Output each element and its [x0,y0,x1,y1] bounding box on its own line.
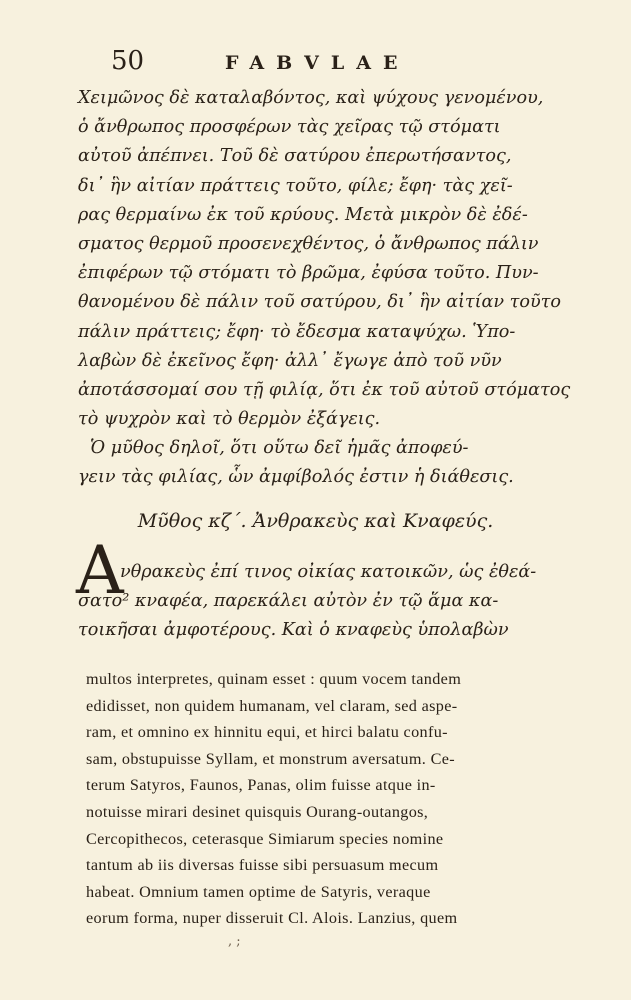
greek-line: πάλιν πράττεις; ἔφη· τὸ ἔδεσμα καταψύχω. Ὑπο- [78,321,516,342]
latin-line: edidisset, non quidem humanam, vel claram, sed aspe- [86,696,458,715]
drop-cap: Α [76,532,124,609]
greek-moral-line: Ὁ μῦθος δηλοῖ, ὅτι οὕτω δεῖ ἡμᾶς ἀποφεύ- [90,438,469,459]
greek-line: δι᾽ ἣν αἰτίαν πράττεις τοῦτο, φίλε; ἔφη· τὰς χεῖ- [78,175,513,196]
latin-line: Cercopithecos, ceterasque Simiarum species nomine [86,829,444,848]
greek-line: σματος θερμοῦ προσενεχθέντος, ὁ ἄνθρωπος πάλιν [78,233,539,254]
fable-opening [120,558,610,587]
greek-line: αὐτοῦ ἀπέπνει. Τοῦ δὲ σατύρου ἐπερωτήσαντος, [78,146,512,167]
greek-line: ἐπιφέρων τῷ στόματι τὸ βρῶμα, ἐφύσα τοῦτο. Πυν- [78,263,539,284]
fable-line: τοικῆσαι ἀμφοτέρους. Καὶ ὁ κναφεὺς ὑπολαβὼν [78,620,509,641]
greek-line: θανομένου δὲ πάλιν τοῦ σατύρου, δι᾽ ἣν αἰτίαν τοῦτο [78,292,562,313]
greek-line: λαβὼν δὲ ἐκεῖνος ἔφη· ἀλλ᾽ ἔγωγε ἀπὸ τοῦ νῦν [78,350,502,371]
latin-line: sam, obstupuisse Syllam, et monstrum aversatum. Ce- [86,749,455,768]
greek-line: ὁ ἄνθρωπος προσφέρων τὰς χεῖρας τῷ στόματι [78,117,501,138]
fable-line: νθρακεὺς ἐπί τινος οἰκίας κατοικῶν, ὡς ἐθεά- [120,562,537,582]
greek-text-block [78,84,598,493]
greek-line: ρας θερμαίνω ἐκ τοῦ κρύους. Μετὰ μικρὸν δὲ ἐδέ- [78,204,528,225]
fable-title: Μῦθος κζ´. Ἀνθρακεὺς καὶ Κναφεύς. [137,510,494,532]
page-number: 50 [111,46,145,76]
latin-line: multos interpretes, quinam esset : quum vocem tandem [86,670,462,688]
running-title: FABVLAE [225,52,410,74]
latin-line: ram, et omnino ex hinnitu equi, et hirci balatu confu- [86,723,448,742]
fable-continuation [78,587,598,645]
running-head [0,46,631,86]
greek-moral-line: γειν τὰς φιλίας, ὧν ἀμφίβολός ἐστιν ἡ διάθεσις. [78,467,514,488]
latin-line: notuisse mirari desinet quisquis Ourang-outangos, [86,802,429,821]
latin-line: terum Satyros, Faunos, Panas, olim fuisse atque in- [86,776,436,795]
latin-line: eorum forma, nuper disseruit Cl. Alois. Lanzius, quem [86,909,458,928]
greek-line: Χειμῶνος δὲ καταλαβόντος, καὶ ψύχους γενομένου, [78,88,544,108]
latin-footnote [86,666,606,932]
signature-mark: , ; [228,934,241,949]
latin-line: habeat. Omnium tamen optime de Satyris, veraque [86,882,431,901]
greek-line: ἀποτάσσομαί σου τῇ φιλίᾳ, ὅτι ἐκ τοῦ αὐτοῦ στόματος [78,379,571,400]
greek-line: τὸ ψυχρὸν καὶ τὸ θερμὸν ἐξάγεις. [78,409,381,430]
latin-line: tantum ab iis diversas fuisse sibi persuasum mecum [86,856,439,875]
fable-line: σατο² κναφέα, παρεκάλει αὐτὸν ἐν τῷ ἅμα κα- [78,591,499,611]
